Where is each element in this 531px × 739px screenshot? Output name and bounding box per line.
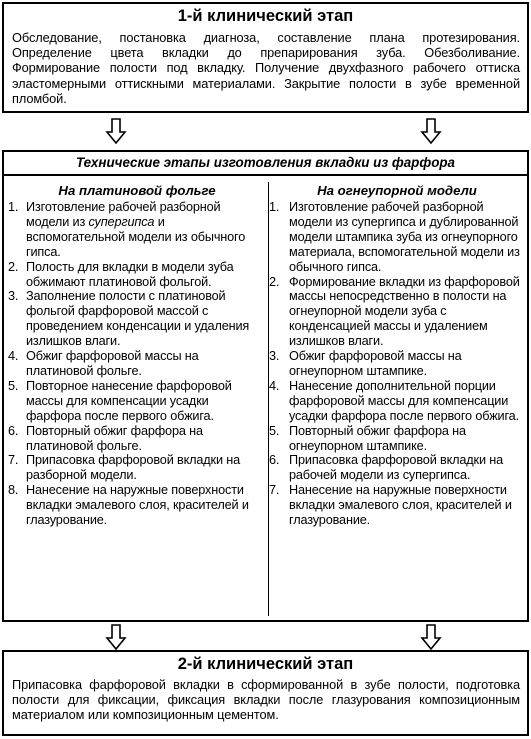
down-arrow-icon [420, 624, 442, 651]
clinical-stage-1-title: 1-й клинический этап [177, 7, 354, 25]
down-arrow-icon [105, 624, 127, 651]
list-item: 3. Заполнение полости с платиновой фольгой фарфоровой массой с проведением конденсации и удаления излишков влаги. [8, 289, 250, 349]
list-item: 2. Полость для вкладки в модели зуба обжимают платиновой фольгой. [8, 259, 234, 289]
technical-stages-box [2, 150, 529, 622]
platinum-foil-heading: На платиновой фольге [58, 183, 216, 198]
refractory-model-steps [269, 200, 525, 528]
list-item: 7. Нанесение на наружные поверхности вкладки эмалевого слоя, красителей и глазурование. [269, 483, 512, 528]
list-item: 5. Повторное нанесение фарфоровой массы для компенсации усадки фарфора после первого обжига. [8, 378, 232, 423]
list-item: 3. Обжиг фарфоровой массы на огнеупорном штампике. [269, 349, 462, 378]
list-item: 1. Изготовление рабочей разборной модели из супергипса и дублированной модели штампика зуба из огнеупорного материала, вспомогательной модели из обычного гипса. [269, 200, 520, 274]
list-item: 6. Повторный обжиг фарфора на платиновой фольге. [8, 423, 203, 453]
down-arrow-icon [420, 118, 442, 145]
refractory-model-heading: На огнеупорной модели [317, 183, 477, 198]
platinum-foil-column [8, 182, 266, 616]
list-item: 5. Повторный обжиг фарфора на огнеупорном штампике. [269, 423, 466, 453]
list-item: 1. Изготовление рабочей разборной модели из супергипса и вспомогательной модели из обычного гипса. [8, 200, 246, 259]
list-item: 8. Нанесение на наружные поверхности вкладки эмалевого слоя, красителей и глазурование. [8, 483, 249, 528]
clinical-stage-2-box [2, 650, 529, 736]
list-item: 2. Формирование вкладки из фарфоровой массы непосредственно в полости на огнеупорной модели зуба с конденсацией массы и удалением излишков влаги. [269, 274, 520, 349]
clinical-stage-1-text: Обследование, постановка диагноза, составление плана протезирования. Определение цвета вкладки до препарирования зуба. Обезболивание. Формирование полости под вкладку. Получение двухфазного рабочего оттиска эластомерными оттискными материалами. Закрытие полости в зубе временной пломбой. [12, 30, 520, 106]
clinical-stage-2-text: Припасовка фарфоровой вкладки в сформированной в зубе полости, подготовка полости для фиксации, фиксация вкладки после глазурования композиционным материалом или композиционным цементом. [12, 677, 520, 723]
list-item: 6. Припасовка фарфоровой вкладки на рабочей модели из супергипса. [269, 453, 504, 483]
list-item: 7. Припасовка фарфоровой вкладки на разборной модели. [8, 453, 241, 483]
list-item: 4. Нанесение дополнительной порции фарфоровой массы для компенсации усадки фарфора после первого обжига. [269, 378, 519, 423]
clinical-stage-1-box [2, 2, 529, 113]
technical-stages-title: Технические этапы изготовления вкладки из фарфора [4, 152, 527, 176]
platinum-foil-steps [8, 200, 266, 528]
list-item: 4. Обжиг фарфоровой массы на платиновой фольге. [8, 349, 199, 378]
refractory-model-column [268, 182, 525, 616]
down-arrow-icon [105, 118, 127, 145]
clinical-stage-2-title: 2-й клинический этап [177, 655, 354, 673]
